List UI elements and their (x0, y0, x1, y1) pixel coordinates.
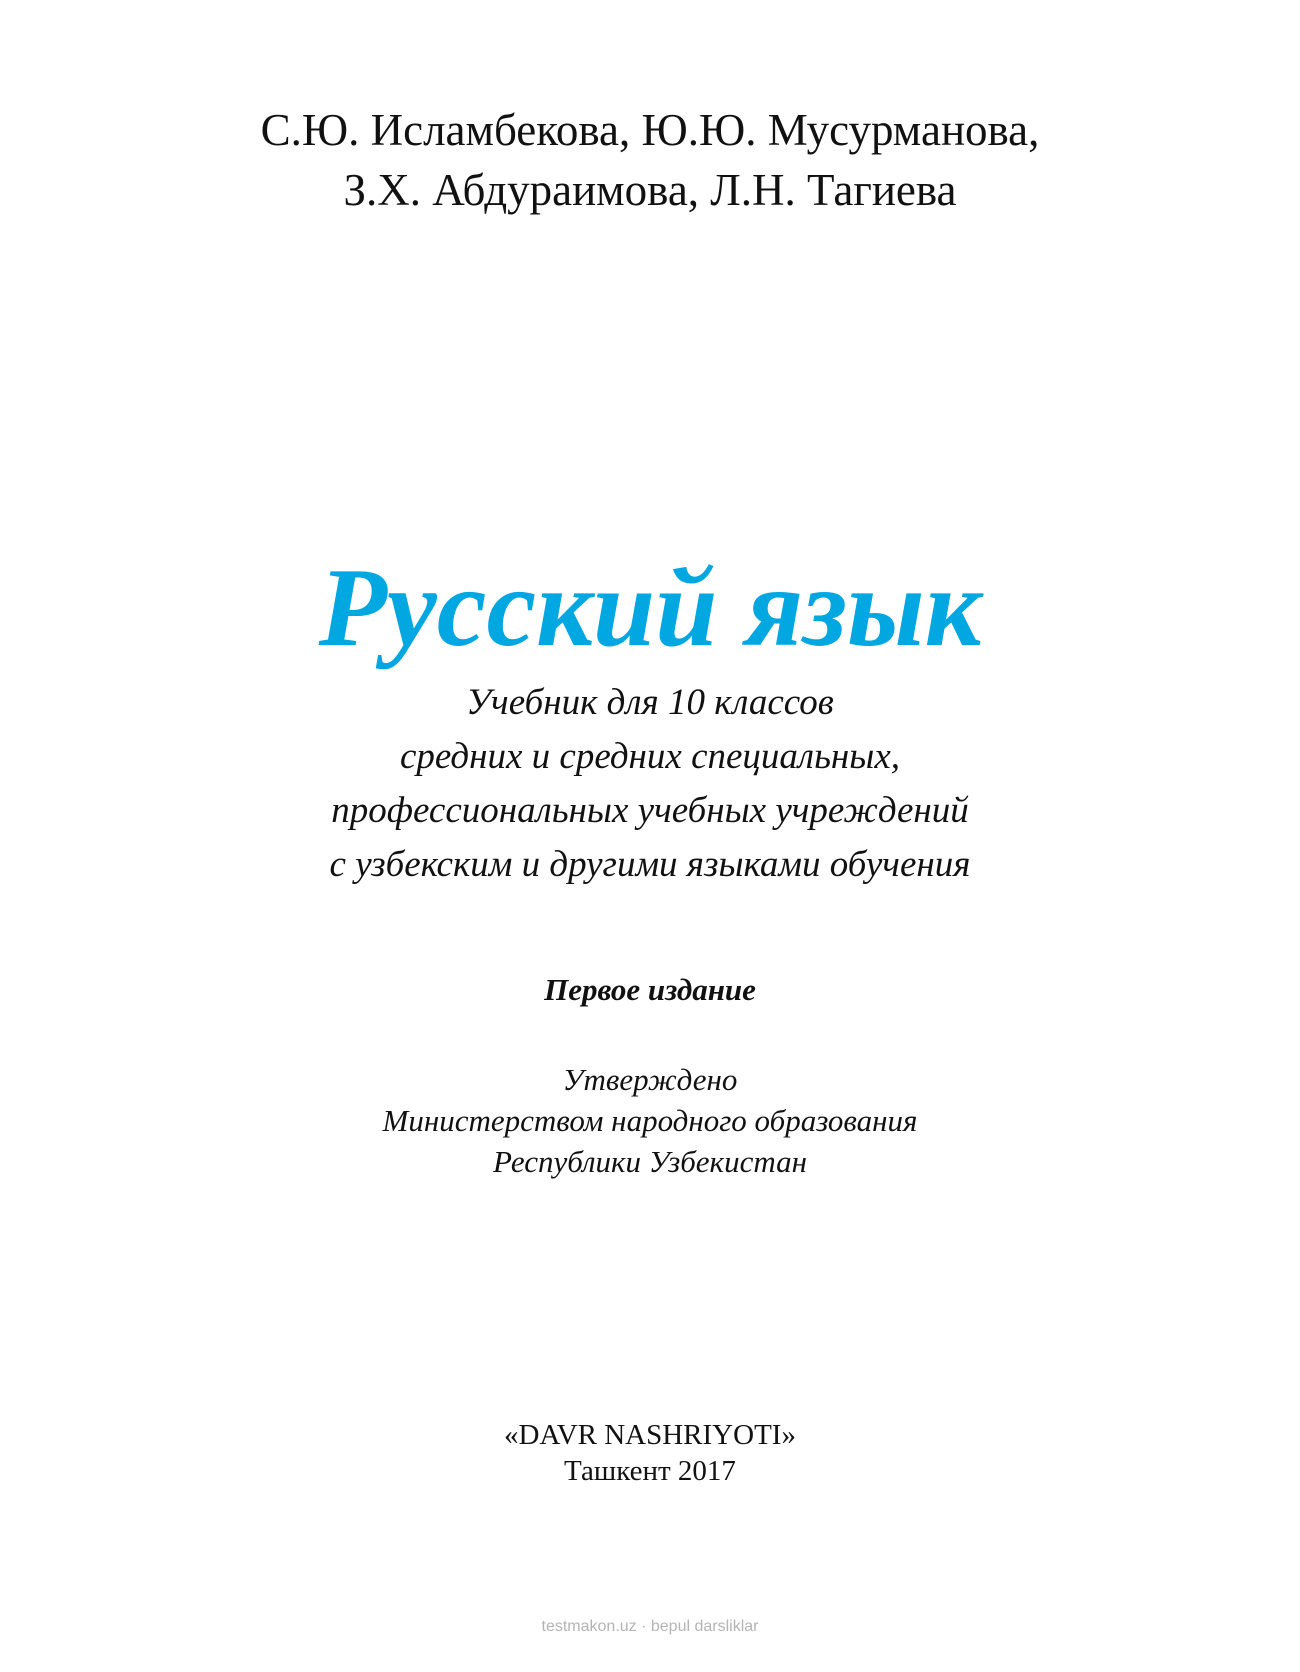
authors-line-2: З.Х. Абдураимова, Л.Н. Тагиева (343, 165, 957, 215)
approval-line-1: Утверждено (562, 1062, 738, 1097)
publisher-name: «DAVR NASHRIYOTI» (504, 1419, 796, 1451)
authors (0, 100, 1300, 220)
subtitle-line-4: с узбекским и другими языками обучения (329, 844, 971, 885)
subtitle-line-2: средних и средних специальных, (400, 736, 900, 777)
book-title: Русский язык (318, 546, 982, 670)
publisher-city-year: Ташкент 2017 (564, 1455, 736, 1487)
subtitle-line-3: профессиональных учебных учреждений (331, 790, 969, 831)
book-subtitle (0, 676, 1300, 892)
edition-label: Первое издание (544, 972, 756, 1007)
publisher-info (0, 1417, 1300, 1489)
approval-line-2: Министерством народного образования (382, 1103, 918, 1138)
approval-statement (0, 1059, 1300, 1182)
subtitle-line-1: Учебник для 10 классов (466, 682, 834, 723)
approval-line-3: Республики Узбекистан (493, 1144, 807, 1179)
watermark-text: testmakon.uz · bepul darsliklar (541, 1618, 759, 1635)
authors-line-1: С.Ю. Исламбекова, Ю.Ю. Мусурманова, (260, 105, 1040, 155)
